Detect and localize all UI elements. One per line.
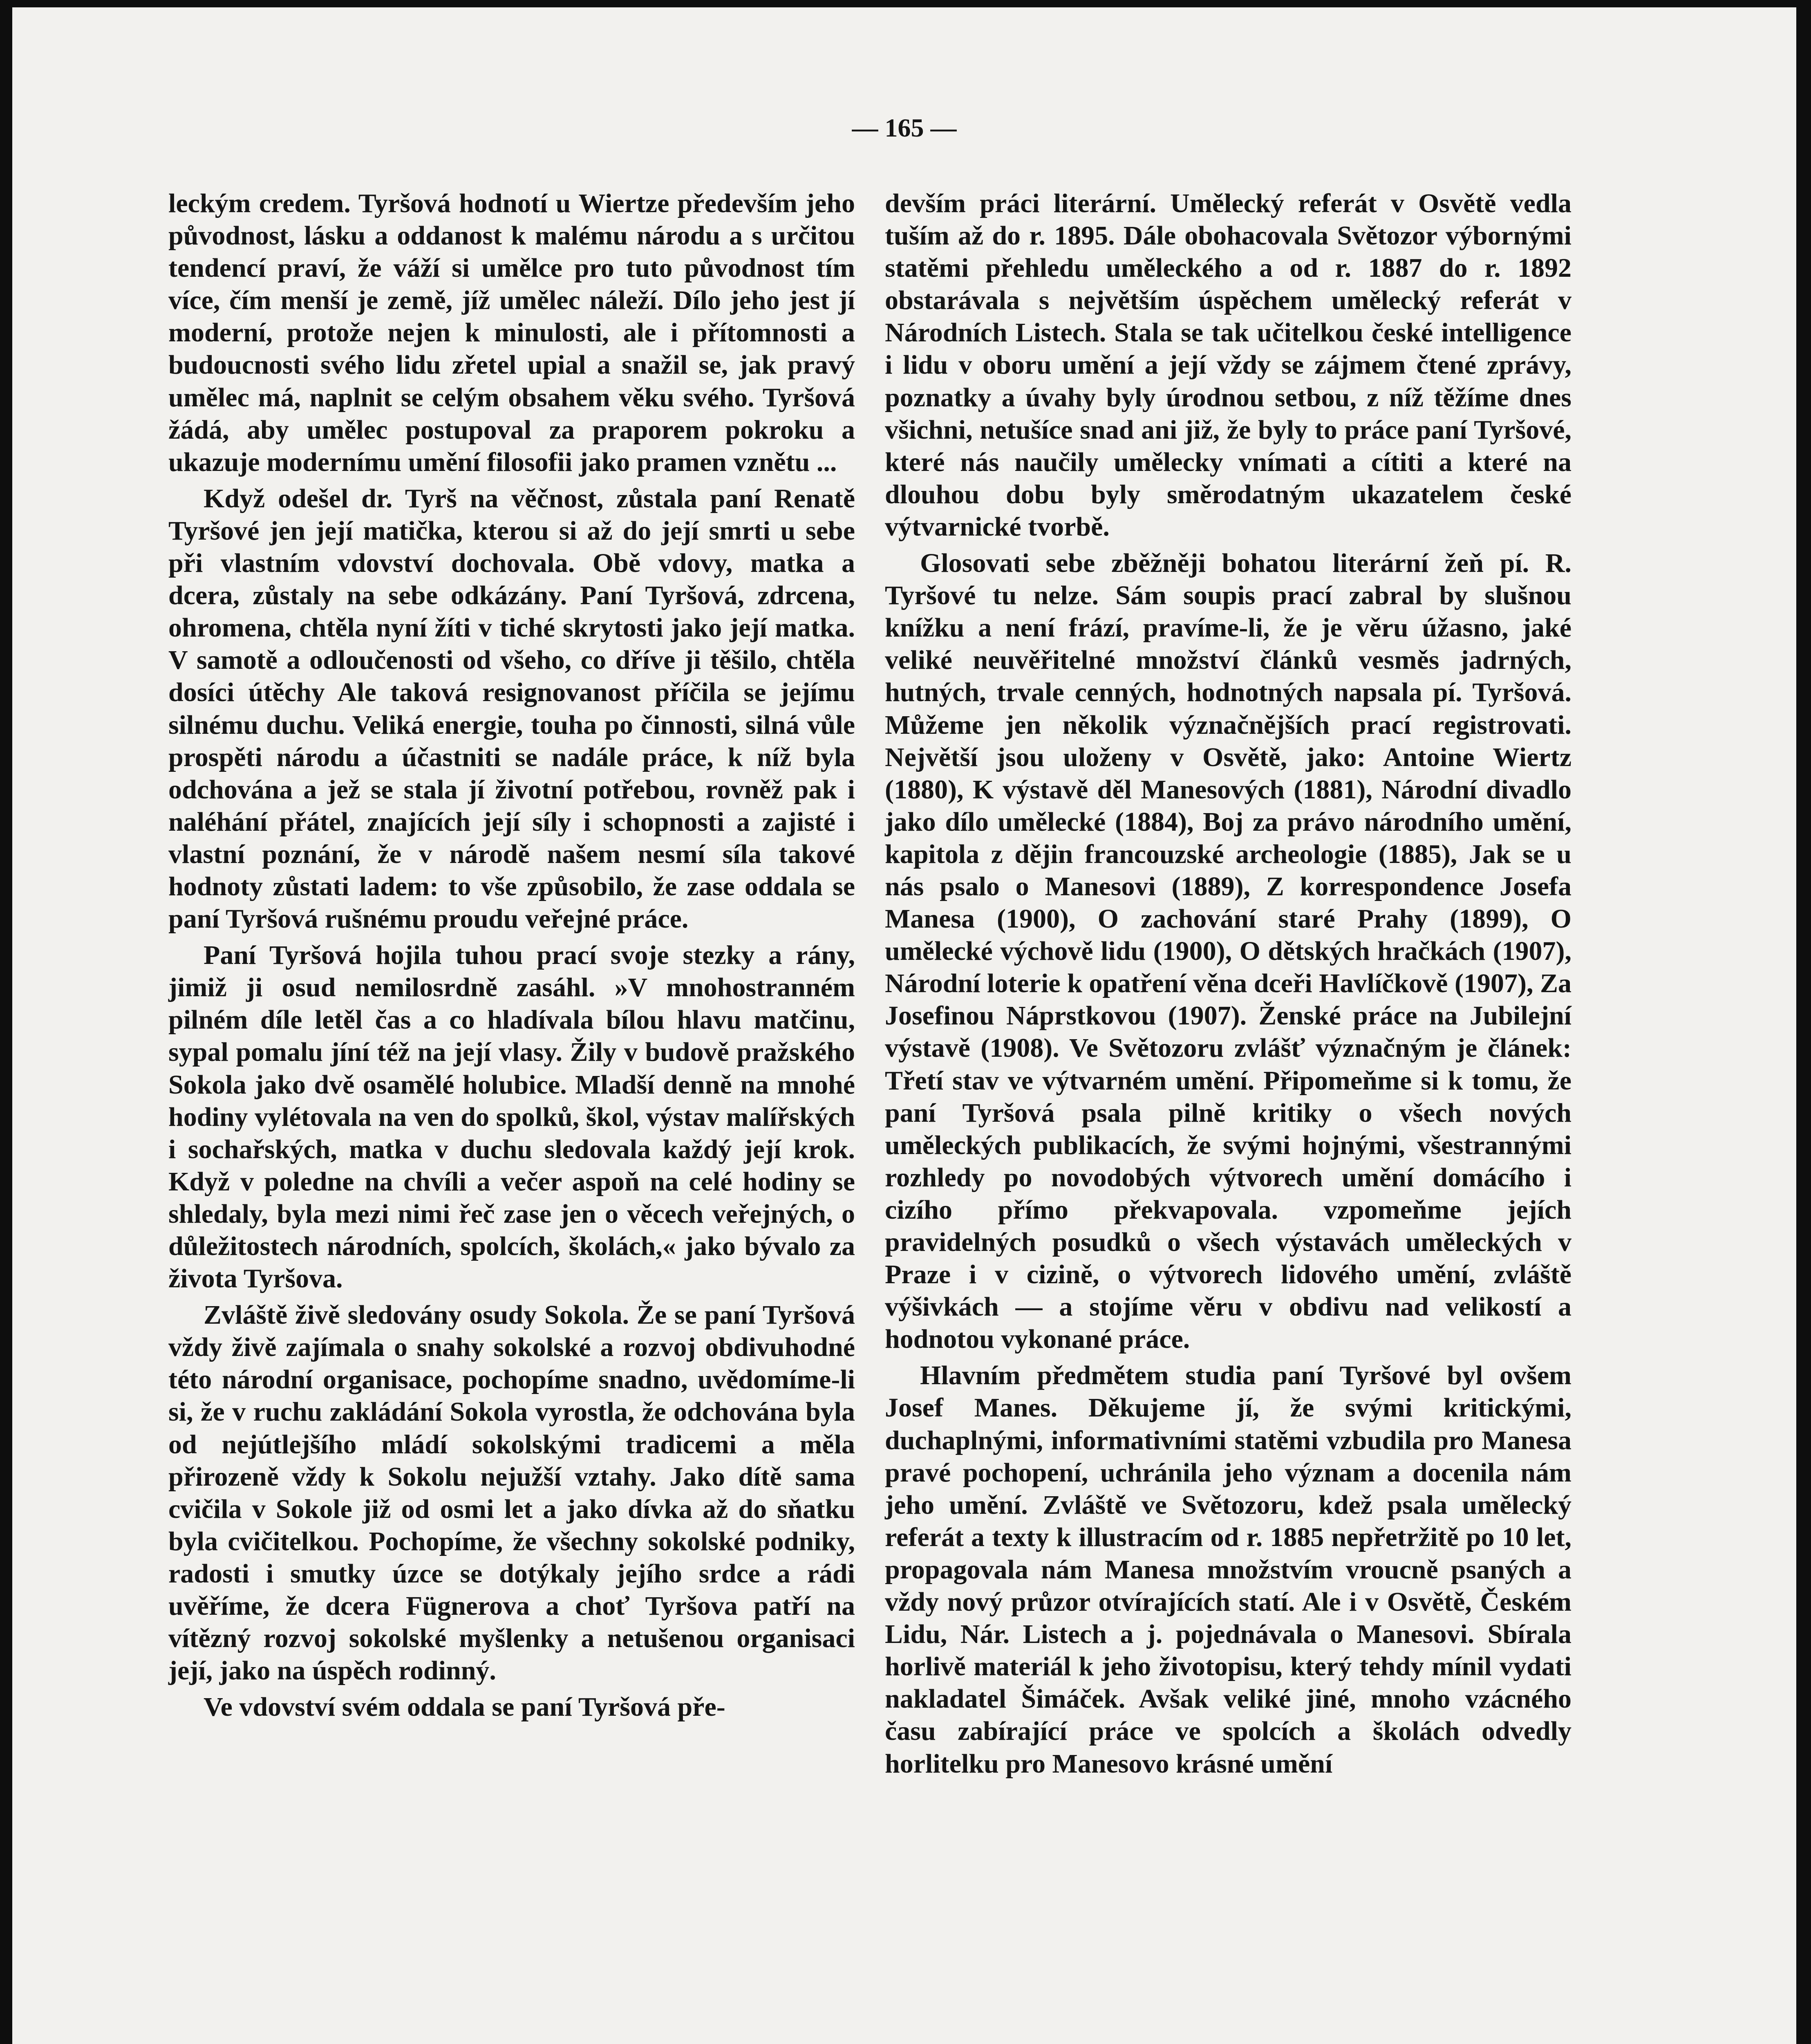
right-column <box>885 187 1571 1784</box>
paragraph: Když odešel dr. Tyrš na věčnost, zůstala paní Renatě Tyršové jen její matička, kterou si až do její smrti u sebe při vlastním vdovství dochovala. Obě vdovy, matka a dcera, zůstaly na sebe odkázány. Paní Tyršová, zdrcena, ohromena, chtěla nyní žíti v tiché skrytosti jako její matka. V samotě a odloučenosti od všeho, co dříve ji těšilo, chtěla dosíci útěchy Ale taková resignovanost příčila se jejímu silnému duchu. Veliká energie, touha po činnosti, silná vůle prospěti národu a účastniti se nadále práce, k níž byla odchována a jež se stala jí životní potřebou, rovněž pak i naléhání přátel, znajících její síly i schopnosti a zajisté i vlastní poznání, že v národě našem nesmí síla takové hodnoty zůstati ladem: to vše způsobilo, že zase oddala se paní Tyršová rušnému proudu veřejné práce. <box>168 483 855 934</box>
paragraph: Zvláště živě sledovány osudy Sokola. Že se paní Tyršová vždy živě zajímala o snahy sokolské a rozvoj obdivuhodné této národní organisace, pochopíme snadno, uvědomíme-li si, že v ruchu zakládání Sokola vyrostla, že odchována byla od nejútlejšího mládí sokolskými tradicemi a měla přirozeně vždy k Sokolu nejužší vztahy. Jako dítě sama cvičila v Sokole již od osmi let a jako dívka až do sňatku byla cvičitelkou. Pochopíme, že všechny sokolské podniky, radosti i smutky úzce se dotýkaly jejího srdce a rádi uvěříme, že dcera Fügnerova a choť Tyršova patří na vítězný rozvoj sokolské myšlenky a netušenou organisaci její, jako na úspěch rodinný. <box>168 1300 855 1686</box>
paragraph: Ve vdovství svém oddala se paní Tyršová pře- <box>204 1692 725 1722</box>
paragraph: devším práci literární. Umělecký referát v Osvětě vedla tuším až do r. 1895. Dále obohacovala Světozor výbornými statěmi přehledu uměleckého a od r. 1887 do r. 1892 obstarávala s největším úspěchem umělecký referát v Národních Listech. Stala se tak učitelkou české intelligence i lidu v oboru umění a její vždy se zájmem čtené zprávy, poznatky a úvahy byly úrodnou setbou, z níž těžíme dnes všichni, netušíce snad ani již, že byly to práce paní Tyršové, které nás naučily umělecky vnímati a cítiti a které na dlouhou dobu byly směrodatným ukazatelem české výtvarnické tvorbě. <box>885 188 1571 542</box>
paragraph: Hlavním předmětem studia paní Tyršové byl ovšem Josef Manes. Děkujeme jí, že svými kritickými, duchaplnými, informativními statěmi vzbudila pro Manesa pravé pochopení, uchránila jeho význam a docenila nám jeho umění. Zvláště ve Světozoru, kdež psala umělecký referát a texty k illustracím od r. 1885 nepřetržitě po 10 let, propagovala nám Manesa množstvím vroucně psaných a vždy nový průzor otvírajících statí. Ale i v Osvětě, Českém Lidu, Nár. Listech a j. pojednávala o Manesovi. Sbírala horlivě materiál k jeho životopisu, který tehdy mínil vydati nakladatel Šimáček. Avšak veliké jiné, mnoho vzácného času zabírající práce ve spolcích a školách odvedly horlitelku pro Manesovo krásné umění <box>885 1360 1571 1779</box>
page-number: — 165 — <box>852 113 957 142</box>
left-column <box>168 187 855 1727</box>
paragraph: leckým credem. Tyršová hodnotí u Wiertze především jeho původnost, lásku a oddanost k malému národu a s určitou tendencí praví, že váží si umělce pro tuto původnost tím více, čím menší je země, jíž umělec náleží. Dílo jeho jest jí moderní, protože nejen k minulosti, ale i přítomnosti a budoucnosti svého lidu zřetel upial a snažil se, jak pravý umělec má, naplnit se celým obsahem věku svého. Tyršová žádá, aby umělec postupoval za praporem pokroku a ukazuje modernímu umění filosofii jako pramen vznětu ... <box>168 188 855 477</box>
scanned-page <box>12 7 1796 2044</box>
paragraph: Glosovati sebe zběžněji bohatou literární žeň pí. R. Tyršové tu nelze. Sám soupis prací zabral by slušnou knížku a není frází, pravíme-li, že je věru úžasno, jaké veliké neuvěřitelné množství článků vesměs jadrných, hutných, trvale cenných, hodnotných napsala pí. Tyršová. Můžeme jen několik význačnějších prací registrovati. Největší jsou uloženy v Osvětě, jako: Antoine Wiertz (1880), K výstavě děl Manesových (1881), Národní divadlo jako dílo umělecké (1884), Boj za právo národního umění, kapitola z dějin francouzské archeologie (1885), Jak se u nás psalo o Manesovi (1889), Z korrespondence Josefa Manesa (1900), O zachování staré Prahy (1899), O umělecké výchově lidu (1900), O dětských hračkách (1907), Národní loterie k opatření věna dceři Havlíčkově (1907), Za Josefinou Náprstkovou (1907). Ženské práce na Jubilejní výstavě (1908). Ve Světozoru zvlášť význačným je článek: Třetí stav ve výtvarném umění. Připomeňme si k tomu, že paní Tyršová psala pilně kritiky o všech nových uměleckých publikacích, že svými hojnými, všestrannými rozhledy po novodobých výtvorech umění domácího i cizího přímo překvapovala. vzpomeňme jejích pravidelných posudků o všech výstavách uměleckých v Praze i v cizině, o výtvorech lidového umění, zvláště výšivkách — a stojíme věru v obdivu nad velikostí a hodnotou vykonané práce. <box>885 548 1571 1354</box>
paragraph: Paní Tyršová hojila tuhou prací svoje stezky a rány, jimiž ji osud nemilosrdně zasáhl. »V mnohostranném pilném díle letěl čas a co hladívala bílou hlavu matčinu, sypal pomalu jíní též na její vlasy. Žily v budově pražského Sokola jako dvě osamělé holubice. Mladší denně na mnohé hodiny vylétovala na ven do spolků, škol, výstav malířských i sochařských, matka v duchu sledovala každý její krok. Když v poledne na chvíli a večer aspoň na celé hodiny se shledaly, byla mezi nimi řeč zase jen o věcech veřejných, o důležitostech národních, spolcích, školách,« jako bývalo za života Tyršova. <box>168 940 855 1294</box>
